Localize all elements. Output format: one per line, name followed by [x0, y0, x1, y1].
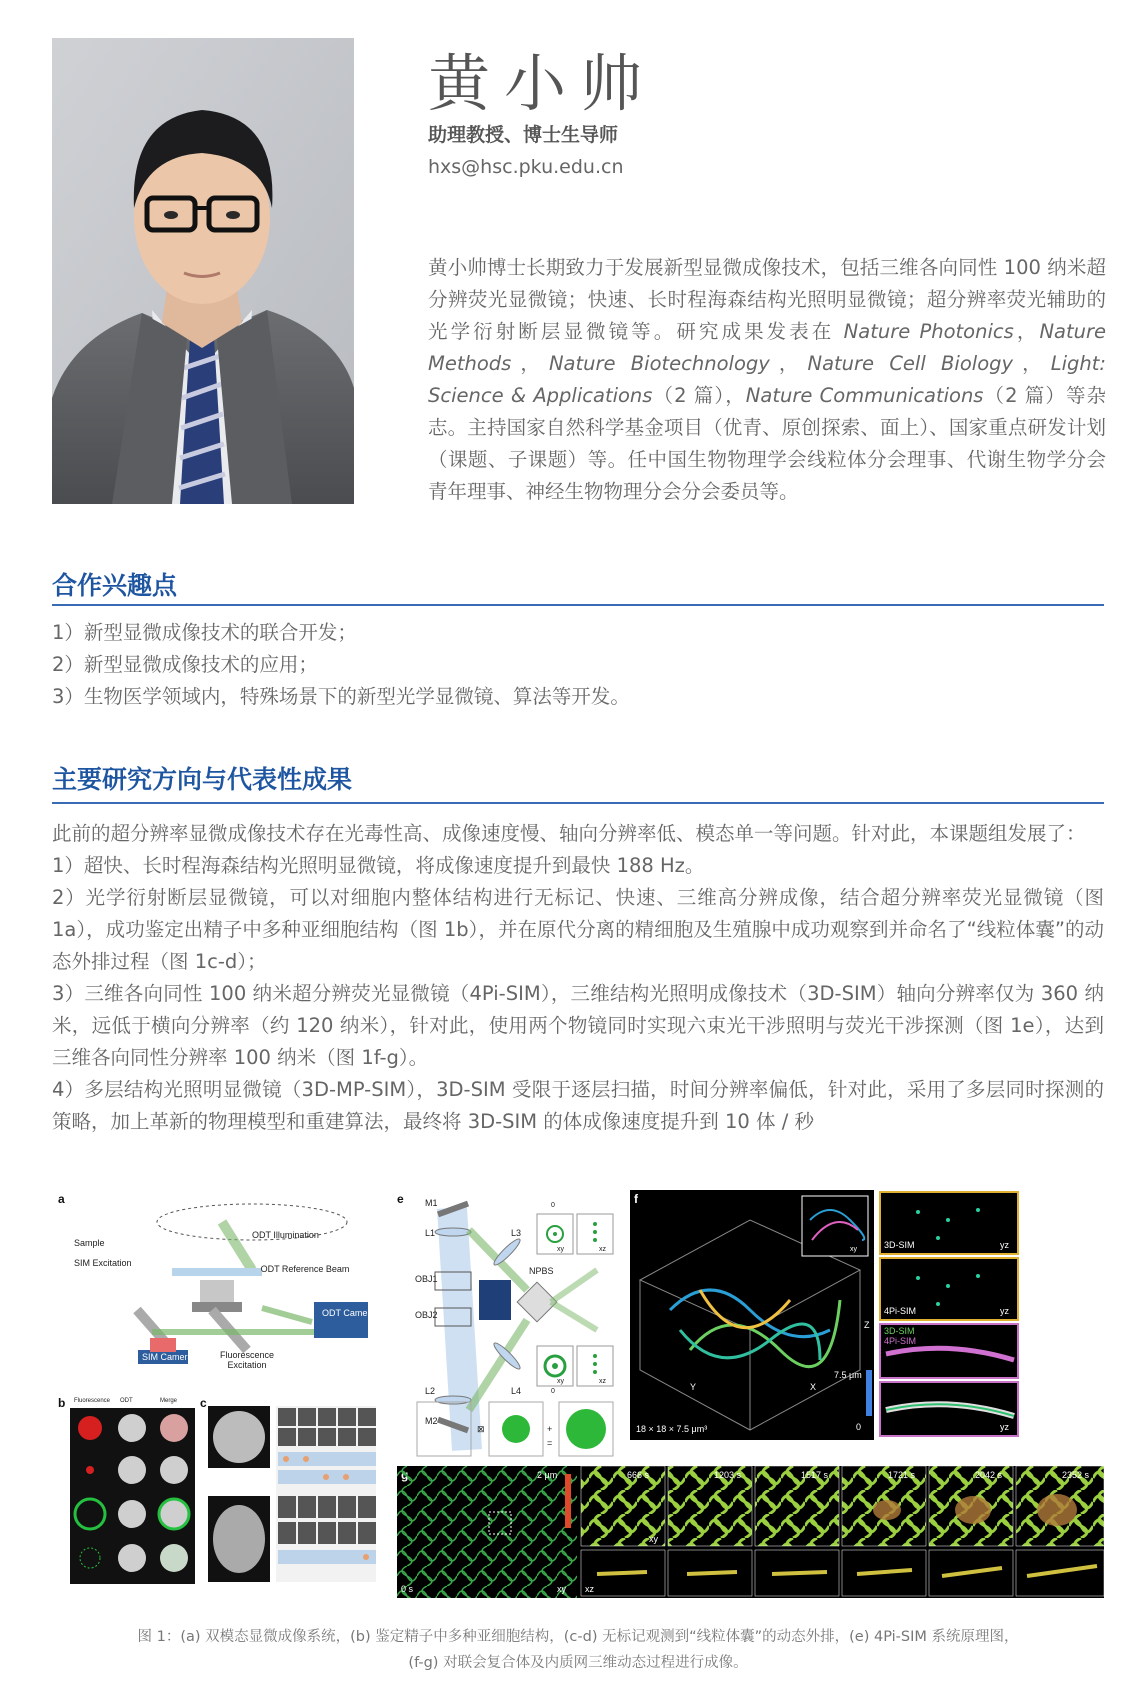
- biography: [428, 252, 1106, 508]
- timestamp: 666 s: [627, 1470, 650, 1480]
- label-fluorescence-excitation: Fluorescence Excitation: [219, 1350, 275, 1370]
- research-paragraph: 2）光学衍射断层显微镜，可以对细胞内整体结构进行无标记、快速、三维高分辨成像，结合超分辨率荧光显微镜（图 1a），成功鉴定出精子中多种亚细胞结构（图 1b），并在原代分离的精细胞及生殖腺中成功观察到并命名了“线粒体囊”的动态外排过程（图 1c-d）；: [52, 886, 1104, 973]
- label-xz: xz: [585, 1584, 594, 1594]
- panel-c: [200, 1396, 380, 1586]
- journal-name: Nature Photonics: [843, 320, 1014, 343]
- label-zero: 0: [551, 1388, 555, 1395]
- panel-f-strips: [878, 1190, 1104, 1440]
- label-obj1: OBJ1: [415, 1274, 438, 1284]
- bio-text: ，: [511, 352, 549, 375]
- label-4pi-sim: 4Pi-SIM: [884, 1336, 917, 1346]
- label-xy: xy: [850, 1246, 857, 1253]
- list-item: 1）新型显微成像技术的联合开发；: [52, 621, 357, 644]
- label-3d-sim: 3D-SIM: [884, 1240, 915, 1250]
- journal-name: Nature Biotechnology: [548, 352, 770, 375]
- research-paragraph: 4）多层结构光照明显微镜（3D-MP-SIM），3D-SIM 受限于逐层扫描，时间分辨率偏低，针对此，采用了多层同时探测的策略，加上革新的物理模型和重建算法，最终将 3D-SIM 的体成像速度提升到 10 体 / 秒: [52, 1078, 1104, 1133]
- label-equals: =: [547, 1438, 553, 1448]
- timestamp: 2352 s: [1062, 1470, 1090, 1480]
- label-odt-camera: ODT Camera: [322, 1308, 376, 1318]
- bio-text: 黄小帅博士长期致力于发展新型显微成像技术，包括三维各向同性 100 纳米超分辨荧光显微镜；快速、长时程海森结构光照明显微镜；超分辨率荧光辅助的光学衍射断层显微镜等。研究成果发表在: [428, 256, 1106, 343]
- volume-dimensions: 18 × 18 × 7.5 μm³: [636, 1424, 708, 1434]
- section-divider: [52, 802, 1104, 804]
- journal-name: Light: Science & Applications: [428, 352, 1106, 407]
- timestamp: 2042 s: [975, 1470, 1003, 1480]
- email-link[interactable]: hxs@hsc.pku.edu.cn: [428, 156, 624, 178]
- timestamp: 1517 s: [801, 1470, 829, 1480]
- research-paragraph: 1）超快、长时程海森结构光照明显微镜，将成像速度提升到最快 188 Hz。: [52, 854, 705, 877]
- label-sim-excitation: SIM Excitation: [74, 1258, 132, 1268]
- axis-z: Z: [864, 1320, 870, 1330]
- research-heading: 主要研究方向与代表性成果: [52, 765, 353, 794]
- label-3d-sim: 3D-SIM: [884, 1326, 915, 1336]
- label-sample: Sample: [74, 1238, 105, 1248]
- journal-name: Nature Communications: [745, 384, 984, 407]
- label-m2: M2: [425, 1416, 438, 1426]
- panel-b: [52, 1396, 197, 1586]
- cooperation-list: [52, 617, 1104, 713]
- cooperation-heading: 合作兴趣点: [52, 571, 178, 600]
- panel-a: [52, 1190, 407, 1390]
- caption-line: 图 1：(a) 双模态显微成像系统，(b) 鉴定精子中多种亚细胞结构，(c-d) 无标记观测到“线粒体囊”的动态外排，(e) 4Pi-SIM 系统原理图，: [137, 1629, 1019, 1645]
- bio-text: （2 篇）等杂志。主持国家自然科学基金项目（优青、原创探索、面上）、国家重点研发计划（课题、子课题）等。任中国生物物理学会线粒体分会理事、代谢生物学分会青年理事、神经生物物理分会分会委员等。: [428, 384, 1107, 503]
- journal-name: Nature Cell Biology: [807, 352, 1014, 375]
- axis-x: X: [810, 1382, 817, 1392]
- label-m1: M1: [425, 1198, 438, 1208]
- panel-label: b: [58, 1396, 66, 1410]
- header-merge: Merge: [160, 1398, 178, 1404]
- label-sim-camera: SIM Camera: [142, 1352, 193, 1362]
- label-zero: 0: [551, 1202, 555, 1209]
- label-plus: +: [547, 1424, 553, 1434]
- person-title: 助理教授、博士生导师: [428, 124, 619, 146]
- label-yz: yz: [1000, 1422, 1009, 1432]
- journal-name: Nature Methods: [428, 320, 1106, 375]
- timestamp: 0 s: [401, 1584, 414, 1594]
- label-l3: L3: [511, 1228, 522, 1238]
- bio-text: （2 篇），: [652, 384, 746, 407]
- research-body: [52, 818, 1104, 1138]
- label-xz: xz: [599, 1246, 606, 1253]
- header-odt: ODT: [120, 1398, 133, 1404]
- portrait-photo: [52, 38, 354, 504]
- panel-g: [397, 1466, 1104, 1598]
- caption-line: (f-g) 对联会复合体及内质网三维动态过程进行成像。: [408, 1655, 748, 1671]
- panel-e: [397, 1190, 622, 1460]
- label-l2: L2: [425, 1386, 436, 1396]
- label-obj2: OBJ2: [415, 1310, 438, 1320]
- label-xz: xz: [599, 1378, 606, 1385]
- header-fluorescence: Fluorescence: [74, 1398, 111, 1404]
- list-item: 2）新型显微成像技术的应用；: [52, 653, 318, 676]
- label-yz: yz: [1000, 1240, 1009, 1250]
- label-xy: xy: [557, 1378, 564, 1385]
- timestamp: 1203 s: [714, 1470, 742, 1480]
- label-xy: xy: [649, 1534, 658, 1544]
- scale-bar-label: 2 μm: [537, 1470, 558, 1480]
- label-xy: xy: [557, 1584, 566, 1594]
- figure-caption: [52, 1624, 1104, 1676]
- person-name: 黄小帅: [428, 47, 657, 120]
- label-4pi-sim: 4Pi-SIM: [884, 1306, 917, 1316]
- section-divider: [52, 604, 1104, 606]
- timestamp: 1721 s: [888, 1470, 916, 1480]
- bio-text: ，: [1013, 320, 1040, 343]
- label-npbs: NPBS: [529, 1266, 554, 1276]
- scale-max: 7.5 μm: [834, 1370, 862, 1380]
- research-paragraph: 3）三维各向同性 100 纳米超分辨荧光显微镜（4Pi-SIM），三维结构光照明成像技术（3D-SIM）轴向分辨率仅为 360 纳米，远低于横向分辨率（约 120 纳米），针对此，使用两个物镜同时实现六束光干涉照明与荧光干涉探测（图 1e），达到三维各向同性分辨率 100 纳米（图 1f-g）。: [52, 982, 1104, 1069]
- panel-label: e: [397, 1192, 404, 1206]
- label-odt-reference: ODT Reference Beam: [260, 1264, 350, 1274]
- figure-1: [52, 1190, 1104, 1600]
- label-l1: L1: [425, 1228, 436, 1238]
- label-odt-illumination: ODT Illumination: [252, 1230, 319, 1240]
- panel-label: a: [58, 1192, 65, 1206]
- label-xy: xy: [557, 1246, 564, 1253]
- bio-text: ，: [769, 352, 808, 375]
- scale-min: 0: [856, 1422, 862, 1432]
- research-paragraph: 此前的超分辨率显微成像技术存在光毒性高、成像速度慢、轴向分辨率低、模态单一等问题。针对此，本课题组发展了：: [52, 822, 1086, 845]
- panel-f: [630, 1190, 874, 1440]
- panel-label: c: [200, 1396, 207, 1410]
- label-yz: yz: [1000, 1306, 1009, 1316]
- label-l4: L4: [511, 1386, 522, 1396]
- list-item: 3）生物医学领域内，特殊场景下的新型光学显微镜、算法等开发。: [52, 685, 630, 708]
- bio-text: ，: [1013, 352, 1051, 375]
- panel-label: f: [634, 1192, 638, 1206]
- label-convolve: ⊠: [477, 1424, 485, 1434]
- axis-y: Y: [690, 1382, 697, 1392]
